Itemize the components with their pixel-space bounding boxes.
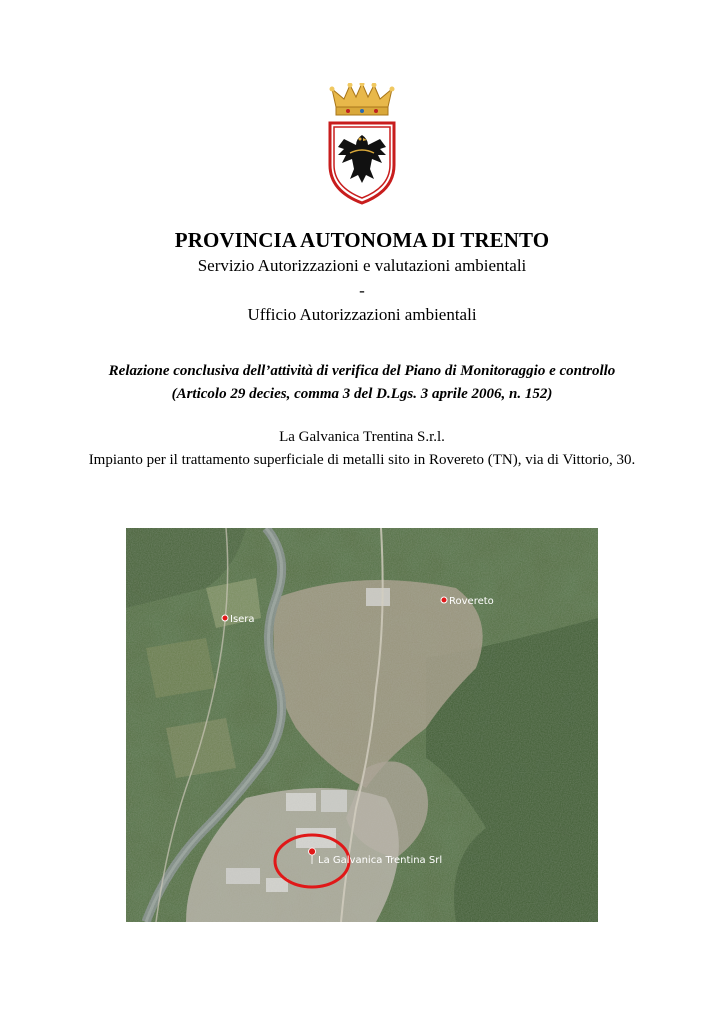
map-label-rovereto	[441, 596, 494, 607]
office-name: Ufficio Autorizzazioni ambientali	[247, 305, 477, 324]
svg-text:Rovereto: Rovereto	[449, 596, 494, 607]
svg-text:Isera: Isera	[230, 614, 255, 625]
crown-icon	[330, 83, 395, 115]
company-name: La Galvanica Trentina S.r.l.	[279, 429, 445, 445]
plant-description: Impianto per il trattamento superficiale di metalli sito in Rovereto (TN), via di Vittorio, 30.	[88, 452, 636, 468]
report-title: Relazione conclusiva dell’attività di verifica del Piano di Monitoraggio e controllo	[108, 363, 616, 379]
page-title: PROVINCIA AUTONOMA DI TRENTO	[174, 228, 550, 252]
aerial-map	[126, 528, 598, 922]
service-name: Servizio Autorizzazioni e valutazioni ambientali	[197, 256, 527, 275]
coat-of-arms-icon	[322, 83, 402, 205]
svg-text:La Galvanica Trentina Srl: La Galvanica Trentina Srl	[318, 855, 443, 866]
report-legal-reference: (Articolo 29 decies, comma 3 del D.Lgs. 3 aprile 2006, n. 152)	[171, 386, 553, 402]
title-separator: -	[359, 281, 365, 300]
